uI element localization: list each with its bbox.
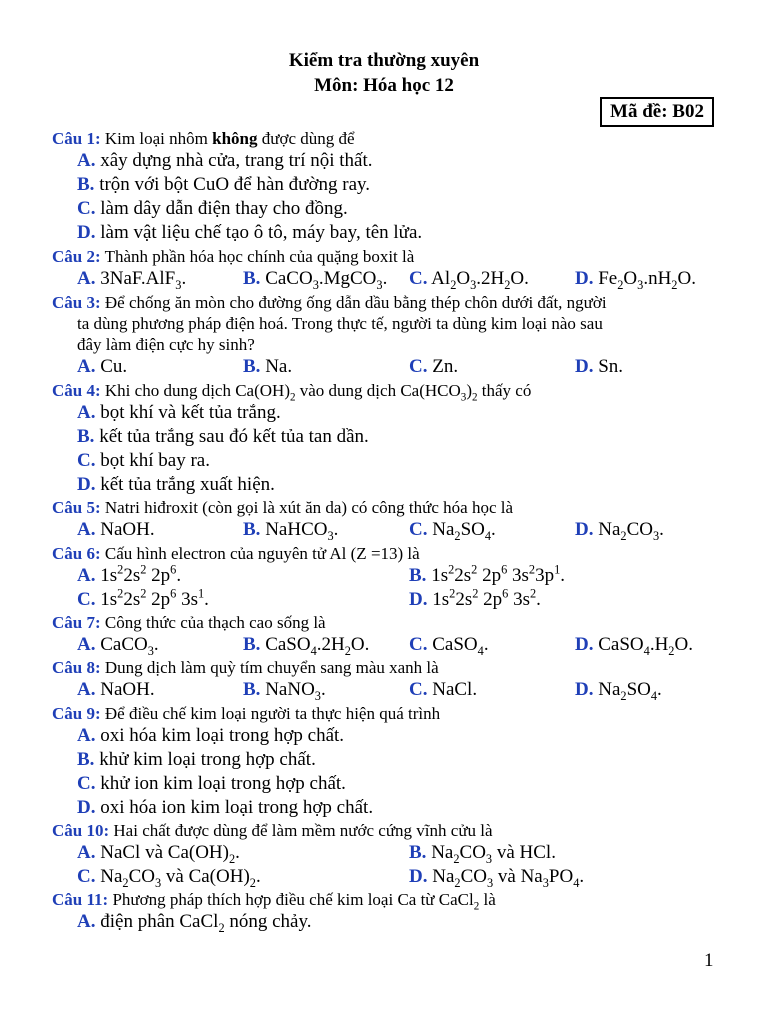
question-7-stem: Câu 7: Công thức của thạch cao sống là xyxy=(52,613,326,632)
q10-option-c: C. $Na_2CO_3$ và $Ca(OH)_2$. xyxy=(77,866,261,890)
subject-title: Môn: Hóa học 12 xyxy=(314,75,454,96)
q9-option-a: A. oxi hóa kim loại trong hợp chất. xyxy=(77,725,345,746)
q3-option-d: D. Sn. xyxy=(575,356,624,377)
q7-option-d: D. $CaSO_4.H_2O$. xyxy=(575,634,693,658)
q8-option-b: B. NaNO$_3$. xyxy=(243,679,326,703)
q7-option-a: A. CaCO$_3$. xyxy=(77,634,159,658)
q2-option-d: D. $Fe_2O_3.nH_2O$. xyxy=(575,268,696,292)
question-4-stem: Câu 4: Khi cho dung dịch $Ca(OH)_2$ vào dung dịch $Ca(HCO_3)_2$ thấy có xyxy=(52,381,532,404)
q10-option-d: D. $Na_2CO_3$ và $Na_3PO_4$. xyxy=(409,866,585,890)
q6-option-b: B. $1s^22s^2$ $2p^6$ $3s^23p^1$. xyxy=(409,562,566,586)
q3-option-a: A. Cu. xyxy=(77,356,128,377)
question-10-stem: Câu 10: Hai chất được dùng để làm mềm nước cứng vĩnh cửu là xyxy=(52,821,493,840)
page-number: 1 xyxy=(704,950,714,971)
q10-option-a: A. NaCl và $Ca(OH)_2$. xyxy=(77,842,240,866)
q8-option-a: A. NaOH. xyxy=(77,679,155,700)
q10-option-b: B. $Na_2CO_3$ và HCl. xyxy=(409,842,556,866)
q6-option-c: C. $1s^22s^2$ $2p^6$ $3s^1$. xyxy=(77,586,209,610)
q2-option-c: C. $Al_2O_3.2H_2O$. xyxy=(409,268,529,292)
question-1-stem: Câu 1: Kim loại nhôm không được dùng để xyxy=(52,129,355,148)
q9-option-d: D. oxi hóa ion kim loại trong hợp chất. xyxy=(77,797,374,818)
q2-option-a: A. 3NaF.AlF$_3$. xyxy=(77,268,187,292)
q4-option-b: B. kết tủa trắng sau đó kết tủa tan dần. xyxy=(77,426,369,447)
q7-option-b: B. $CaSO_4.2H_2O$. xyxy=(243,634,370,658)
question-9-stem: Câu 9: Để điều chế kim loại người ta thực hiện quá trình xyxy=(52,704,441,723)
q1-option-c: C. làm dây dẫn điện thay cho đồng. xyxy=(77,198,348,219)
q5-option-c: C. $Na_2SO_4$. xyxy=(409,519,496,543)
q1-option-d: D. làm vật liệu chế tạo ô tô, máy bay, tên lửa. xyxy=(77,222,423,243)
exam-title: Kiểm tra thường xuyên xyxy=(288,50,480,71)
q7-option-c: C. CaSO$_4$. xyxy=(409,634,489,658)
q9-option-c: C. khử ion kim loại trong hợp chất. xyxy=(77,773,346,794)
question-3-stem: Câu 3: Để chống ăn mòn cho đường ống dẫn dầu bằng thép chôn dưới đất, người ta dùng phương pháp điện hoá. Trong thực tế, người ta dùng kim loại nào sau đây làm điện cực hy sinh? xyxy=(52,293,607,354)
question-5-stem: Câu 5: Natri hiđroxit (còn gọi là xút ăn da) có công thức hóa học là xyxy=(52,498,514,517)
q1-option-a: A. xây dựng nhà cửa, trang trí nội thất. xyxy=(77,150,373,171)
q1-option-b: B. trộn với bột CuO để hàn đường ray. xyxy=(77,174,371,195)
question-8-stem: Câu 8: Dung dịch làm quỳ tím chuyển sang màu xanh là xyxy=(52,658,439,677)
q9-option-b: B. khử kim loại trong hợp chất. xyxy=(77,749,316,770)
q8-option-d: D. $Na_2SO_4$. xyxy=(575,679,662,703)
q6-option-d: D. $1s^22s^2$ $2p^6$ $3s^2$. xyxy=(409,586,541,610)
q5-option-a: A. NaOH. xyxy=(77,519,155,540)
q4-option-d: D. kết tủa trắng xuất hiện. xyxy=(77,474,275,495)
question-6-stem: Câu 6: Cấu hình electron của nguyên tử Al (Z =13) là xyxy=(52,544,420,563)
question-11-stem: Câu 11: Phương pháp thích hợp điều chế kim loại Ca từ CaCl$_2$ là xyxy=(52,890,496,913)
q6-option-a: A. $1s^22s^2$ $2p^6$. xyxy=(77,562,182,586)
q11-option-a: A. điện phân CaCl$_2$ nóng chảy. xyxy=(77,911,312,935)
q8-option-c: C. NaCl. xyxy=(409,679,478,700)
q4-option-a: A. bọt khí và kết tủa trắng. xyxy=(77,402,281,423)
q5-option-d: D. $Na_2CO_3$. xyxy=(575,519,664,543)
q5-option-b: B. NaHCO$_3$. xyxy=(243,519,339,543)
q3-option-b: B. Na. xyxy=(243,356,293,377)
q3-option-c: C. Zn. xyxy=(409,356,459,377)
exam-code-box: Mã đề: B02 xyxy=(600,97,714,127)
q4-option-c: C. bọt khí bay ra. xyxy=(77,450,210,471)
question-2-stem: Câu 2: Thành phần hóa học chính của quặng boxit là xyxy=(52,247,415,266)
q2-option-b: B. CaCO$_3$.MgCO$_3$. xyxy=(243,268,388,292)
